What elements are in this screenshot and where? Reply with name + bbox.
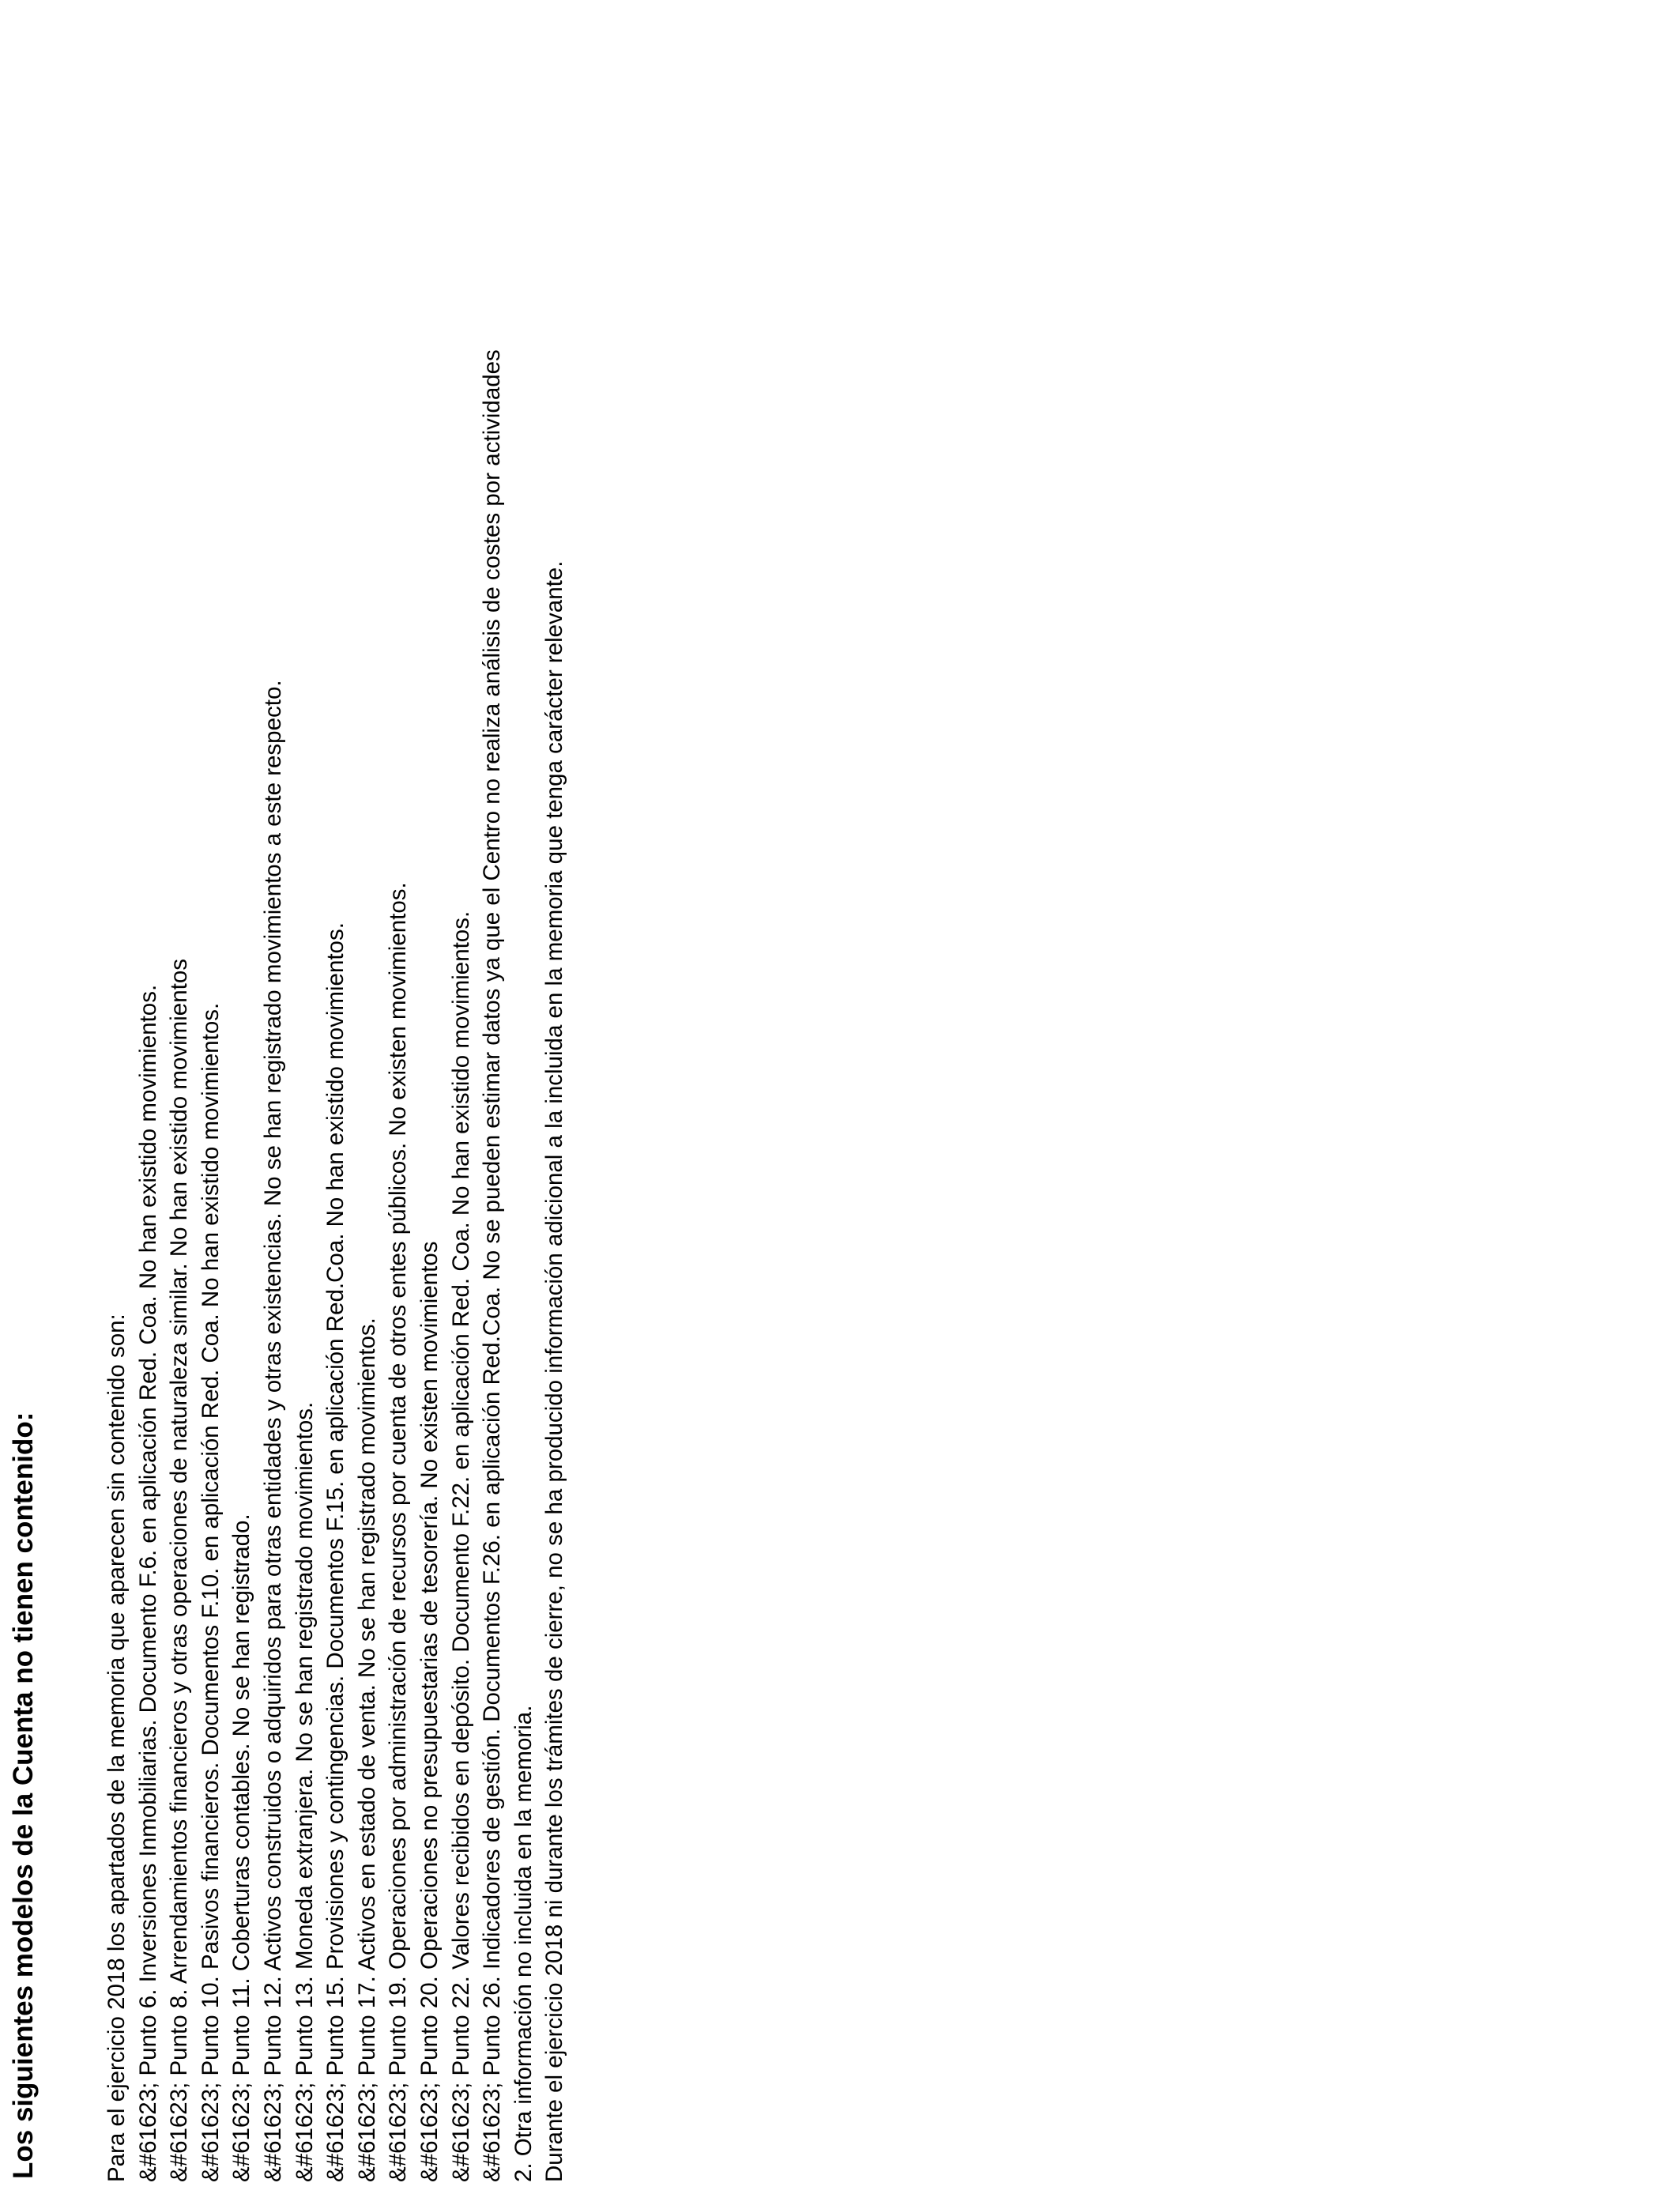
list-item-punto-17: &#61623; Punto 17. Activos en estado de venta. No se han registrado movimientos. — [353, 1318, 380, 2182]
closing-paragraph: Durante el ejercicio 2018 ni durante los trámites de cierre, no se ha producido información adicional a la incluida en la memoria que tenga carácter relevante. — [541, 560, 568, 2182]
list-item-punto-8: &#61623; Punto 8. Arrendamientos financieros y otras operaciones de naturaleza similar. No han existido movimientos — [166, 959, 193, 2182]
intro-line: Para el ejercicio 2018 los apartados de la memoria que aparecen sin contenido son: — [104, 1314, 130, 2182]
section-heading: Los siguientes modelos de la Cuenta no tienen contenido: — [8, 1412, 39, 2179]
list-item-punto-22: &#61623; Punto 22. Valores recibidos en depósito. Documento F.22. en aplicación Red. Coa. No han existido movimientos. — [447, 910, 474, 2182]
body-text — [101, 17, 571, 2182]
list-item-punto-13: &#61623; Punto 13. Moneda extranjera. No se han registrado movimientos. — [291, 1401, 318, 2182]
list-item-punto-11: &#61623; Punto 11. Coberturas contables. No se han registrado. — [228, 1514, 255, 2182]
list-item-punto-6: &#61623; Punto 6. Inversiones Inmobiliarias. Documento F.6. en aplicación Red. Coa. No han existido movimientos. — [134, 984, 161, 2182]
subsection-title: 2. Otra información no incluida en la memoria. — [510, 1705, 537, 2182]
list-item-punto-26: &#61623; Punto 26. Indicadores de gestión. Documentos F.26. en aplicación Red.Coa. No se pueden estimar datos ya que el Centro no realiza análisis de costes por actividades — [479, 349, 506, 2182]
list-item-punto-20: &#61623; Punto 20. Operaciones no presupuestarias de tesorería. No existen movimientos — [416, 1241, 443, 2182]
list-item-punto-15: &#61623; Punto 15. Provisiones y contingencias. Documentos F.15. en aplicación Red.Coa. No han existido movimientos. — [322, 922, 349, 2182]
list-item-punto-19: &#61623; Punto 19. Operaciones por administración de recursos por cuenta de otros entes públicos. No existen movimientos. — [385, 882, 412, 2182]
list-item-punto-12: &#61623; Punto 12. Activos construidos o adquiridos para otras entidades y otras existencias. No se han registrado movimientos a este respecto. — [259, 680, 286, 2182]
list-item-punto-10: &#61623; Punto 10. Pasivos financieros. Documentos F.10. en aplicación Red. Coa. No han existido movimientos. — [197, 1002, 224, 2182]
